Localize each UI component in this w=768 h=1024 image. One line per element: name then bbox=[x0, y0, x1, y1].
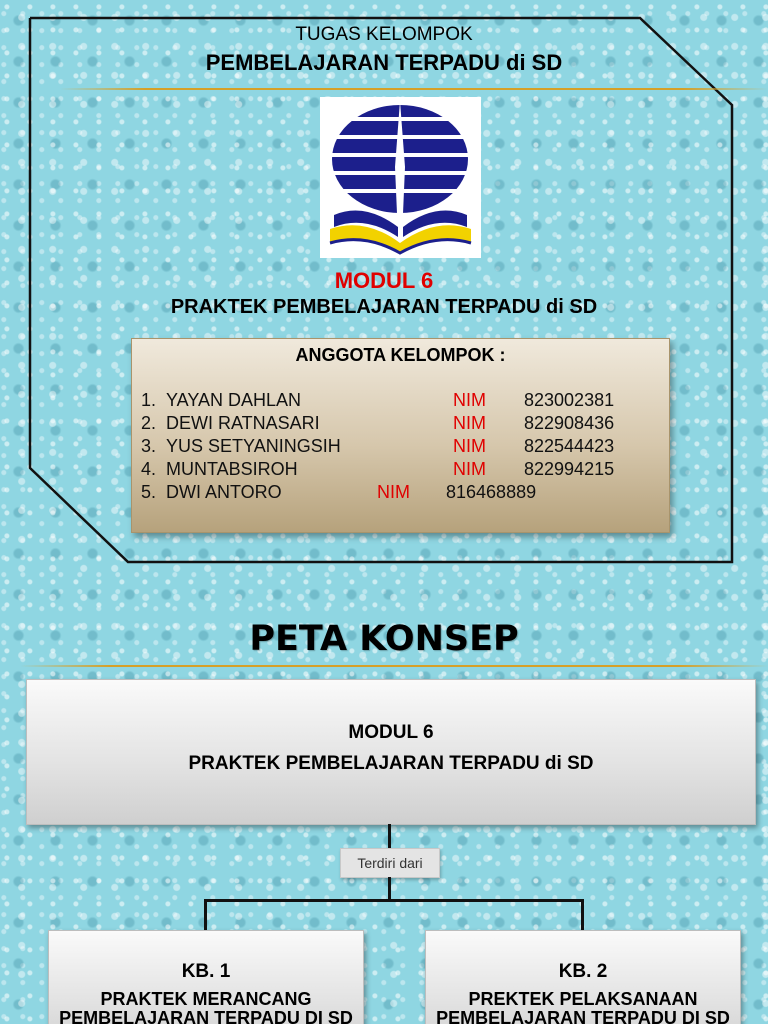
member-number: 3. bbox=[141, 436, 157, 456]
member-nim-label: NIM bbox=[377, 482, 410, 502]
connector-line bbox=[581, 899, 584, 931]
member-nim: 822908436 bbox=[524, 413, 615, 433]
kb2-description bbox=[416, 990, 750, 1024]
kb1-desc-line-2: PEMBELAJARAN TERPADU DI SD bbox=[59, 1008, 353, 1024]
concept-map-title: PETA KONSEP bbox=[249, 619, 519, 659]
main-module-box bbox=[26, 679, 756, 825]
member-name: DEWI RATNASARI bbox=[166, 413, 320, 433]
member-nim: 822994215 bbox=[524, 459, 615, 479]
member-nim: 816468889 bbox=[446, 482, 537, 502]
divider-line bbox=[20, 665, 768, 667]
member-name: YAYAN DAHLAN bbox=[166, 390, 302, 410]
connector-line bbox=[388, 824, 391, 848]
member-name: DWI ANTORO bbox=[166, 482, 282, 502]
kb2-title: KB. 2 bbox=[558, 961, 608, 982]
member-nim-label: NIM bbox=[453, 436, 486, 456]
member-number: 5. bbox=[141, 482, 157, 502]
connector-line bbox=[388, 877, 391, 900]
connector-line bbox=[204, 899, 207, 931]
member-nim-label: NIM bbox=[453, 413, 486, 433]
kb1-box bbox=[48, 930, 364, 1024]
member-nim-label: NIM bbox=[453, 459, 486, 479]
member-number: 1. bbox=[141, 390, 157, 410]
main-box-line-2: PRAKTEK PEMBELAJARAN TERPADU di SD bbox=[188, 753, 594, 774]
member-number: 2. bbox=[141, 413, 157, 433]
slide-concept-map bbox=[0, 590, 768, 1024]
member-nim-label: NIM bbox=[453, 390, 486, 410]
modul-label: MODUL 6 bbox=[334, 268, 434, 293]
member-name: MUNTABSIROH bbox=[166, 459, 298, 479]
kb2-desc-line-1: PREKTEK PELAKSANAAN bbox=[468, 989, 698, 1009]
kb1-desc-line-1: PRAKTEK MERANCANG bbox=[100, 989, 312, 1009]
header-line-2: PEMBELAJARAN TERPADU di SD bbox=[205, 50, 563, 75]
kb1-description bbox=[39, 990, 373, 1024]
member-number: 4. bbox=[141, 459, 157, 479]
connector-label: Terdiri dari bbox=[340, 848, 440, 878]
member-nim: 822544423 bbox=[524, 436, 615, 456]
main-box-line-1: MODUL 6 bbox=[348, 722, 434, 743]
kb2-box bbox=[425, 930, 741, 1024]
kb1-title: KB. 1 bbox=[181, 961, 231, 982]
header-line-1: TUGAS KELOMPOK bbox=[295, 24, 473, 45]
members-panel bbox=[131, 338, 670, 533]
member-nim: 823002381 bbox=[524, 390, 615, 410]
divider-line bbox=[60, 88, 768, 90]
connector-line bbox=[204, 899, 584, 902]
members-heading: ANGGOTA KELOMPOK : bbox=[295, 345, 506, 365]
modul-subtitle: PRAKTEK PEMBELAJARAN TERPADU di SD bbox=[170, 296, 598, 318]
open-book-globe-logo-icon bbox=[320, 97, 481, 258]
member-name: YUS SETYANINGSIH bbox=[166, 436, 341, 456]
kb2-desc-line-2: PEMBELAJARAN TERPADU DI SD bbox=[436, 1008, 730, 1024]
